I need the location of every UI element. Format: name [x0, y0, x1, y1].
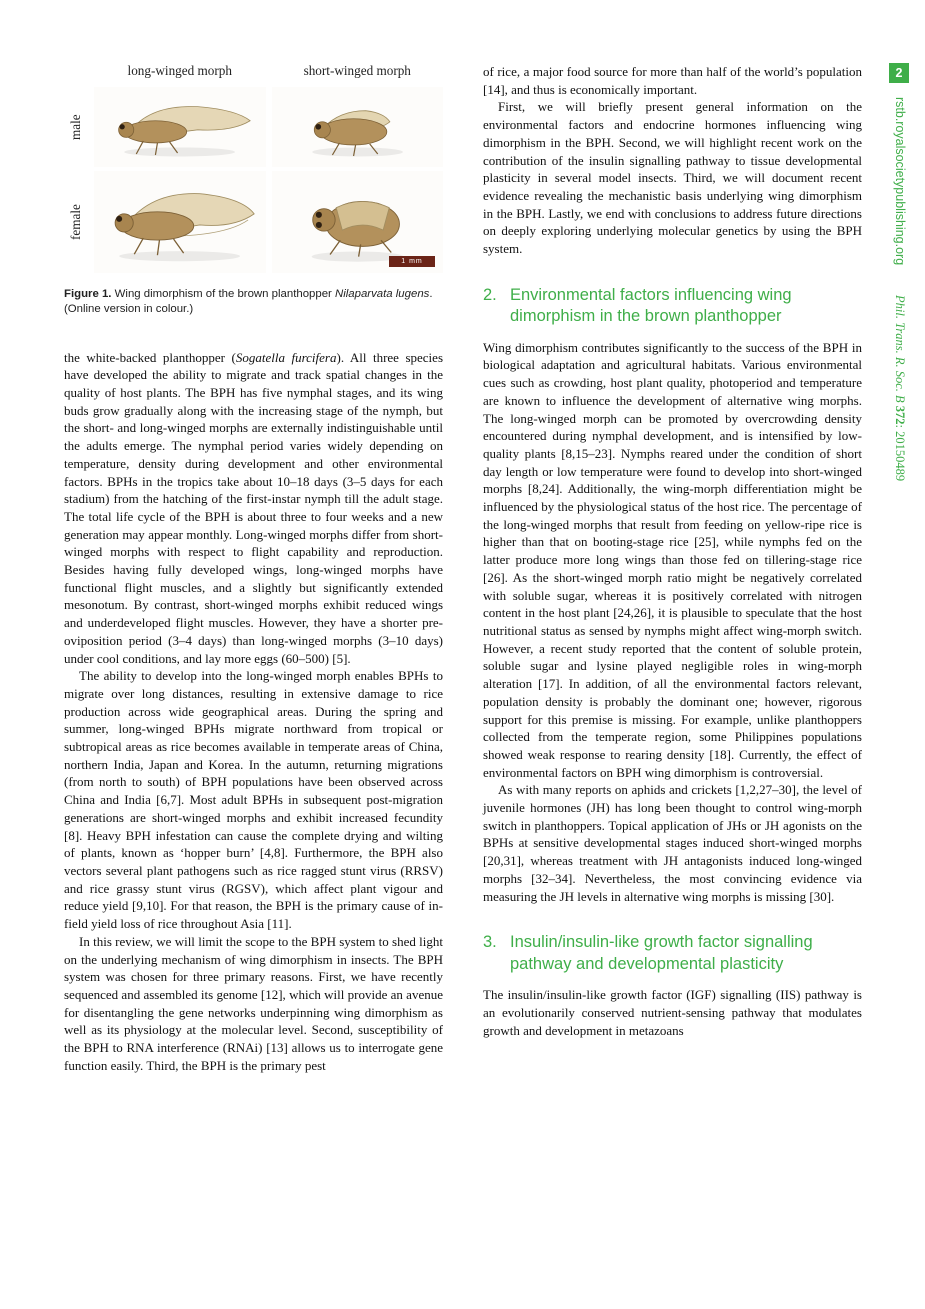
section-heading-3: [483, 932, 862, 975]
figure-grid-corner: [64, 63, 88, 83]
figure-caption-label: Figure 1.: [64, 288, 112, 300]
scale-bar: 1 mm: [389, 256, 435, 267]
species-name: Nilaparvata lugens: [335, 288, 430, 300]
photo-male-long-winged: [94, 87, 266, 167]
page-number-badge: 2: [889, 63, 909, 83]
figure-row-label-male: male: [68, 114, 83, 140]
section-number: 2.: [483, 285, 497, 304]
figure-photo-grid: [64, 63, 443, 273]
journal-citation: Phil. Trans. R. Soc. B 372: 20150489: [893, 295, 907, 482]
sidebar-vertical-text: [891, 97, 909, 1247]
figure-col-header-short-winged: short-winged morph: [303, 63, 411, 78]
photo-female-short-winged: [272, 171, 444, 273]
paragraph: The insulin/insulin-like growth factor (IGF) signalling (IIS) pathway is an evolutionarily conserved nutrient-sensing pathway that modulates growth and development in metazoans: [483, 987, 862, 1038]
right-column: [483, 63, 862, 1074]
photo-male-short-winged: [272, 87, 444, 167]
paragraph: The ability to develop into the long-winged morph enables BPHs to migrate over long distances, resulting in extensive damage to rice production across wide geographical areas. During the spring and summer, long-winged BPHs migrate northward from tropical or subtropical areas as rice becomes available in temperate areas of China, northern India, Japan and Korea. In the autumn, returning migrations (from north to south) of BPH populations have been observed across China and India [6,7]. Most adult BPHs in subsequent post-migration generations are short-winged morphs and exhibit increased fecundity [8]. Heavy BPH infestation can cause the complete drying and wilting of plants, known as ‘hopper burn’ [4,8]. Furthermore, the BPH also vectors several plant pathogens such as rice ragged stunt virus (RRSV) and rice grassy stunt virus (RGSV), which affect plant vigour and reduce yield [9,10]. For that reason, the BPH is the primary cause of in-field yield loss of rice throughout Asia [11].: [64, 668, 443, 932]
paragraph: the white-backed planthopper (Sogatella furcifera). All three species have developed the ability to migrate and track spatial changes in the quality of host plants. The BPH has five nymphal stages, and its wing buds grow gradually along with the increasing stage of the nymph, but the short- and long-winged morphs are externally indistinguishable until the adults emerge. The nymphal period varies widely depending on temperature, density during development and other environmental factors. BPHs in the tropics take about 10–18 days (3–5 days for each stadium) from the hatching of the first-instar nymph till the adult stage. The total life cycle of the BPH is about three to four weeks and a new generation may appear monthly. Long-winged morphs differ from short-winged morphs with respect to flight capability and reproduction. Besides having fully developed wings, long-winged morphs have functional flight muscles, and a slightly but significantly extended mesonotum. By contrast, short-winged morphs exhibit reduced wings and underdeveloped flight muscles. However, they have a shorter pre-oviposition period (3–4 days) than long-winged morphs (3–10 days) under cool conditions, and lay more eggs (60–500) [5].: [64, 349, 443, 666]
paragraph: of rice, a major food source for more than half of the world’s population [14], and thus is economically important.: [483, 64, 862, 97]
paragraph: In this review, we will limit the scope to the BPH system to shed light on the underlying mechanism of wing dimorphism in insects. The BPH system was chosen for three primary reasons. First, we have recently sequenced and assembled its genome [12], which will provide an avenue for disentangling the gene networks underpinning wing dimorphism as well as its physiology at the molecular level. Second, susceptibility of the BPH to RNA interference (RNAi) [13] allows us to interrogate gene function easily. Third, the BPH is the primary pest: [64, 933, 443, 1073]
section-heading-2: [483, 285, 862, 328]
insect-illustration-female-long: [99, 175, 260, 269]
left-column: [64, 63, 443, 1074]
figure-col-header-long-winged: long-winged morph: [127, 63, 232, 78]
figure-caption: Figure 1. Wing dimorphism of the brown planthopper Nilaparvata lugens. (Online version in colour.): [64, 288, 433, 315]
journal-sidebar: [885, 63, 911, 1247]
section-title: Insulin/insulin-like growth factor signalling pathway and developmental plasticity: [510, 933, 813, 973]
photo-female-long-winged: [94, 171, 266, 273]
paragraph: First, we will briefly present general information on the environmental factors and endocrine hormones influencing wing dimorphism in the BPH. Second, we will highlight recent work on the contribution of the insulin signalling pathway to tissue developmental plasticity in several model insects. Third, we will document recent evidence revealing the mechanistic basis underlying wing dimorphism in the BPH. Lastly, we end with conclusions to address future directions on deeply exploring underlying molecular genetics by using the BPH system.: [483, 99, 862, 257]
figure-1: [64, 63, 443, 317]
section-number: 3.: [483, 933, 497, 952]
section-title: Environmental factors influencing wing dimorphism in the brown planthopper: [510, 285, 792, 326]
page-content: [64, 63, 862, 1074]
journal-url: rstb.royalsocietypublishing.org: [893, 97, 907, 266]
figure-row-label-female: female: [68, 204, 83, 240]
species-name: Sogatella furcifera: [235, 349, 337, 365]
paragraph: Wing dimorphism contributes significantly to the success of the BPH in biological adaptation and agricultural habitats. Various environmental cues such as crowding, host plant quality, photoperiod and temperature are known to influence the development of alternative wing morphs. The long-winged morph can be promoted by overcrowding density encountered during nymphal development, and is intensified by low-quality plants [8,15–23]. Nymphs reared under the condition of short day length or low temperature were found to develop into short-winged morphs [8,24]. Additionally, the wing-morph differentiation might be influenced by the physiological status of the host rice. The percentage of the long-winged morphs that result from feeding on yellow-ripe rice is higher than that on booting-stage rice [25], while nymphs fed on the latter produce more long wings than those fed on tillering-stage rice [26]. As the short-winged morph ratio might be negatively correlated with soluble sugar, whereas it is positively correlated with nitrogen content in the host plant [24,26], it is plausible to speculate that the host nutritional status as sensed by nymphs might affect wing-morph switch. However, a recent study reported that the content of soluble protein, soluble sugar and lysine played negligible roles in wing-morph alteration [17]. In addition, of all the environmental factors relevant, population density is probably the dominant one; however, rigorous support for this premise is missing. For example, unlike planthoppers collected from the temperate region, some Philippines populations showed weak response to rearing density [18]. Currently, the effect of environmental factors on BPH wing dimorphism is controversial.: [483, 339, 862, 780]
insect-illustration-male-long: [99, 90, 260, 164]
insect-illustration-female-short: [277, 175, 438, 269]
paragraph: As with many reports on aphids and crickets [1,2,27–30], the level of juvenile hormones (JH) has long been thought to control wing-morph switch in planthoppers. Topical application of JHs or JH agonists on the BPHs at sensitive developmental stages induced short-winged morphs [20,31], whereas treatment with JH antagonists induced long-winged morphs [32–34]. Nevertheless, the most convincing evidence via measuring the JH levels in alternative wing morphs is missing [30].: [483, 782, 862, 904]
insect-illustration-male-short: [277, 90, 438, 164]
